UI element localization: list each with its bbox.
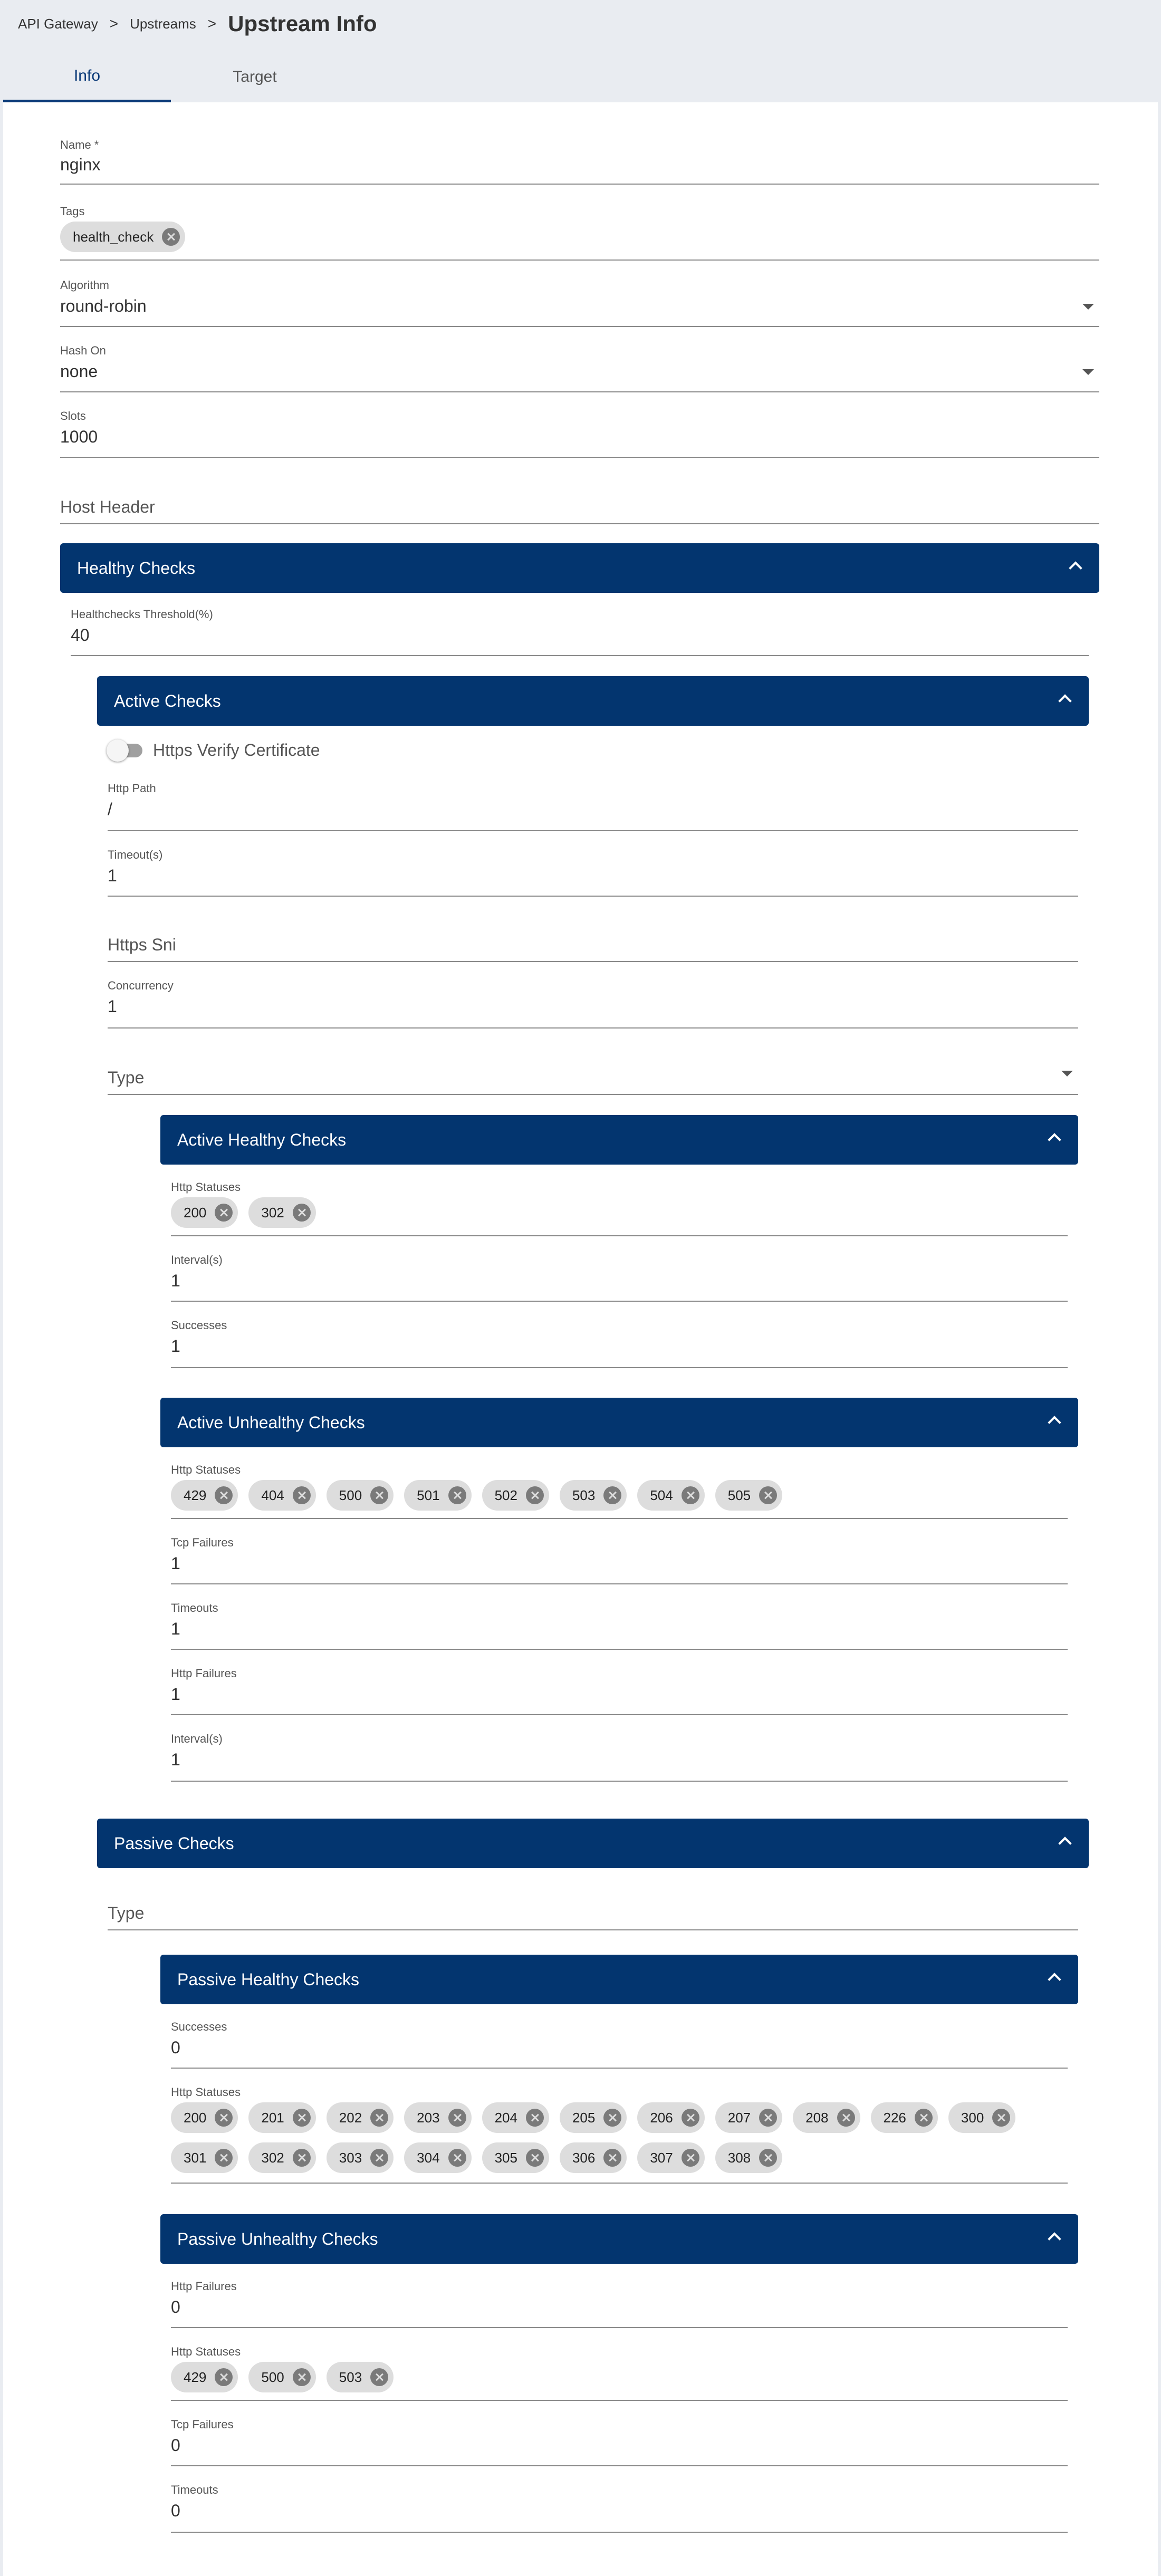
passive-healthy-checks-title: Passive Healthy Checks (177, 1969, 360, 1989)
algorithm-label: Algorithm (60, 278, 109, 292)
healthchecks-threshold-field[interactable] (71, 603, 1089, 656)
host-header-field[interactable] (60, 472, 1099, 524)
remove-chip-icon[interactable] (526, 2109, 544, 2127)
active-healthy-interval-field[interactable] (171, 1249, 1068, 1302)
active-type-placeholder: Type (108, 1068, 145, 1087)
chip-label: 503 (572, 1487, 596, 1503)
tab-target[interactable]: Target (233, 68, 277, 85)
slots-value: 1000 (60, 427, 98, 446)
interval-label: Interval(s) (171, 1253, 223, 1266)
remove-chip-icon[interactable] (682, 2149, 699, 2167)
http-statuses-label: Http Statuses (171, 2085, 241, 2099)
breadcrumb-separator: > (109, 15, 119, 32)
chip[interactable] (327, 1480, 394, 1511)
chip-label: 300 (961, 2109, 984, 2126)
chip-label: 226 (883, 2109, 906, 2126)
http-failures-value: 0 (171, 2298, 180, 2317)
chip-label: 301 (184, 2149, 207, 2166)
hash-on-select[interactable] (60, 340, 1099, 392)
healthy-checks-title: Healthy Checks (77, 558, 196, 578)
algorithm-select[interactable] (60, 274, 1099, 327)
active-checks-accordion[interactable] (97, 676, 1089, 726)
active-type-select[interactable] (108, 1042, 1078, 1095)
healthy-checks-accordion[interactable] (60, 543, 1099, 593)
interval-label: Interval(s) (171, 1732, 223, 1745)
breadcrumb-separator: > (207, 15, 217, 32)
successes-value: 0 (171, 2038, 180, 2057)
chip-label: 302 (261, 1204, 284, 1220)
chip[interactable] (248, 2362, 315, 2392)
chip-label: 500 (339, 1487, 362, 1503)
timeouts-label: Timeouts (171, 2483, 218, 2496)
chip[interactable] (715, 2142, 782, 2173)
remove-chip-icon[interactable] (370, 2109, 388, 2127)
remove-chip-icon[interactable] (293, 2149, 311, 2167)
https-verify-certificate-label: Https Verify Certificate (153, 741, 320, 760)
tcp-failures-field[interactable] (171, 1532, 1068, 1584)
tags-field[interactable] (60, 200, 1099, 261)
remove-chip-icon[interactable] (603, 2149, 621, 2167)
chip-label: 429 (184, 1487, 207, 1503)
chevron-up-icon (1058, 1837, 1071, 1850)
remove-chip-icon[interactable] (682, 1486, 699, 1504)
active-checks-title: Active Checks (114, 691, 221, 710)
tags-label: Tags (60, 205, 85, 218)
breadcrumb-api-gateway[interactable]: API Gateway (18, 15, 98, 32)
chip-label: 500 (261, 2369, 284, 2385)
chip-label: 208 (805, 2109, 829, 2126)
http-failures-label: Http Failures (171, 1667, 237, 1680)
remove-chip-icon[interactable] (215, 2109, 233, 2127)
name-label: Name * (60, 138, 99, 151)
chip[interactable] (482, 2102, 549, 2133)
chip[interactable] (560, 1480, 627, 1511)
chip[interactable] (248, 1197, 315, 1228)
http-statuses-label: Http Statuses (171, 2345, 241, 2358)
remove-chip-icon[interactable] (448, 2149, 466, 2167)
chip-label: 302 (261, 2149, 284, 2166)
passive-http-failures-field[interactable] (171, 2275, 1068, 2328)
http-statuses-chip-list (171, 1480, 782, 1511)
chip[interactable] (637, 2142, 704, 2173)
remove-chip-icon[interactable] (215, 1204, 233, 1222)
remove-chip-icon[interactable] (215, 2149, 233, 2167)
hash-on-label: Hash On (60, 344, 106, 357)
active-healthy-checks-title: Active Healthy Checks (177, 1130, 347, 1149)
chip[interactable] (637, 1480, 704, 1511)
top-bar (0, 0, 1161, 102)
interval-value: 1 (171, 1750, 180, 1769)
chip-label: 207 (727, 2109, 751, 2126)
threshold-label: Healthchecks Threshold(%) (71, 608, 213, 621)
tcp-failures-value: 0 (171, 2436, 180, 2455)
remove-chip-icon[interactable] (448, 2109, 466, 2127)
timeouts-label: Timeouts (171, 1601, 218, 1614)
page-title: Upstream Info (228, 11, 377, 36)
tab-info[interactable]: Info (3, 52, 171, 102)
active-unhealthy-checks-accordion[interactable] (160, 1398, 1078, 1447)
passive-healthy-http-statuses-field[interactable] (171, 2081, 1068, 2184)
dropdown-arrow-icon (1082, 369, 1094, 375)
chip[interactable] (171, 2102, 238, 2133)
successes-label: Successes (171, 2020, 227, 2033)
concurrency-label: Concurrency (108, 979, 174, 992)
concurrency-value: 1 (108, 997, 117, 1016)
http-statuses-chip-list (171, 2102, 1068, 2173)
chevron-up-icon (1048, 2232, 1061, 2245)
remove-chip-icon[interactable] (162, 228, 180, 246)
chip[interactable] (404, 2142, 471, 2173)
remove-chip-icon[interactable] (293, 1204, 311, 1222)
passive-timeouts-field[interactable] (171, 2479, 1068, 2533)
toggle-knob[interactable] (107, 739, 129, 762)
remove-chip-icon[interactable] (759, 2109, 777, 2127)
remove-chip-icon[interactable] (837, 2109, 855, 2127)
chip-label: 204 (494, 2109, 517, 2126)
http-statuses-label: Http Statuses (171, 1463, 241, 1476)
chip-label: 304 (417, 2149, 440, 2166)
passive-checks-accordion[interactable] (97, 1819, 1089, 1868)
chip-label: 203 (417, 2109, 440, 2126)
remove-chip-icon[interactable] (759, 2149, 777, 2167)
passive-healthy-checks-accordion[interactable] (160, 1955, 1078, 2004)
chip[interactable] (871, 2102, 938, 2133)
chip[interactable] (948, 2102, 1015, 2133)
successes-label: Successes (171, 1319, 227, 1332)
timeouts-value: 1 (171, 1619, 180, 1638)
remove-chip-icon[interactable] (603, 1486, 621, 1504)
chip-label: 429 (184, 2369, 207, 2385)
chevron-up-icon (1048, 1973, 1061, 1986)
chip-label: 303 (339, 2149, 362, 2166)
tags-chip-list (60, 222, 185, 252)
remove-chip-icon[interactable] (526, 2149, 544, 2167)
chip-label: 504 (650, 1487, 673, 1503)
active-unhealthy-interval-field[interactable] (171, 1728, 1068, 1782)
chevron-up-icon (1058, 694, 1071, 707)
chip-label: 305 (494, 2149, 517, 2166)
chip[interactable] (171, 2142, 238, 2173)
chip-label: 205 (572, 2109, 596, 2126)
hash-on-value: none (60, 362, 98, 381)
remove-chip-icon[interactable] (293, 2368, 311, 2386)
breadcrumb-upstreams[interactable]: Upstreams (130, 15, 196, 32)
chip[interactable] (560, 2142, 627, 2173)
chip[interactable] (793, 2102, 860, 2133)
algorithm-value: round-robin (60, 296, 147, 315)
chip[interactable] (171, 1480, 238, 1511)
tcp-failures-value: 1 (171, 1554, 180, 1573)
chip-label: 202 (339, 2109, 362, 2126)
chip[interactable] (482, 1480, 549, 1511)
https-sni-placeholder: Https Sni (108, 935, 176, 954)
remove-chip-icon[interactable] (293, 1486, 311, 1504)
passive-tcp-failures-field[interactable] (171, 2414, 1068, 2466)
active-healthy-checks-accordion[interactable] (160, 1115, 1078, 1165)
http-path-value: / (108, 800, 112, 819)
passive-checks-title: Passive Checks (114, 1833, 234, 1853)
chip[interactable] (248, 1480, 315, 1511)
active-healthy-http-statuses-field[interactable] (171, 1176, 1068, 1236)
timeouts-field[interactable] (171, 1597, 1068, 1650)
remove-chip-icon[interactable] (370, 1486, 388, 1504)
tab-bar (3, 52, 339, 102)
remove-chip-icon[interactable] (448, 1486, 466, 1504)
http-statuses-chip-list (171, 1197, 316, 1228)
http-failures-value: 1 (171, 1685, 180, 1704)
chip-label: 505 (727, 1487, 751, 1503)
remove-chip-icon[interactable] (370, 2368, 388, 2386)
https-verify-certificate-toggle[interactable] (109, 741, 320, 760)
chip[interactable] (327, 2142, 394, 2173)
http-failures-label: Http Failures (171, 2280, 237, 2293)
remove-chip-icon[interactable] (915, 2109, 933, 2127)
chip-label: health_check (73, 228, 154, 245)
http-failures-field[interactable] (171, 1662, 1068, 1715)
http-statuses-chip-list (171, 2362, 394, 2392)
remove-chip-icon[interactable] (215, 1486, 233, 1504)
chip[interactable] (248, 2102, 315, 2133)
chip-label: 201 (261, 2109, 284, 2126)
chip[interactable] (327, 2362, 394, 2392)
chip-label: 501 (417, 1487, 440, 1503)
chip[interactable] (715, 2102, 782, 2133)
tcp-failures-label: Tcp Failures (171, 1536, 234, 1549)
chip-label: 503 (339, 2369, 362, 2385)
dropdown-arrow-icon (1061, 1071, 1073, 1076)
breadcrumb (18, 8, 377, 40)
passive-successes-field[interactable] (171, 2016, 1068, 2069)
concurrency-field[interactable] (108, 975, 1078, 1029)
passive-unhealthy-checks-accordion[interactable] (160, 2214, 1078, 2264)
chip-label: 502 (494, 1487, 517, 1503)
https-sni-field[interactable] (108, 909, 1078, 962)
chip-label: 307 (650, 2149, 673, 2166)
chip[interactable] (404, 1480, 471, 1511)
chip-label: 206 (650, 2109, 673, 2126)
threshold-value: 40 (71, 626, 90, 645)
chip-label: 308 (727, 2149, 751, 2166)
remove-chip-icon[interactable] (370, 2149, 388, 2167)
tcp-failures-label: Tcp Failures (171, 2418, 234, 2431)
successes-value: 1 (171, 1337, 180, 1356)
slots-field[interactable] (60, 405, 1099, 458)
passive-unhealthy-checks-title: Passive Unhealthy Checks (177, 2229, 378, 2248)
chip[interactable] (637, 2102, 704, 2133)
chip-label: 306 (572, 2149, 596, 2166)
chip[interactable] (171, 2362, 238, 2392)
remove-chip-icon[interactable] (526, 1486, 544, 1504)
passive-unhealthy-http-statuses-field[interactable] (171, 2341, 1068, 2401)
timeouts-value: 0 (171, 2501, 180, 2520)
chip[interactable] (560, 2102, 627, 2133)
host-header-placeholder: Host Header (60, 497, 155, 516)
passive-type-field[interactable] (108, 1878, 1078, 1930)
chip-label: 404 (261, 1487, 284, 1503)
http-path-field[interactable] (108, 777, 1078, 831)
chevron-up-icon (1048, 1133, 1061, 1146)
name-value: nginx (60, 155, 101, 174)
active-unhealthy-http-statuses-field[interactable] (171, 1459, 1068, 1519)
http-path-label: Http Path (108, 782, 156, 795)
chip-label: 200 (184, 1204, 207, 1220)
slots-label: Slots (60, 409, 86, 422)
upstream-form-panel (3, 102, 1158, 2576)
timeout-value: 1 (108, 866, 117, 885)
active-unhealthy-checks-title: Active Unhealthy Checks (177, 1412, 365, 1432)
active-healthy-successes-field[interactable] (171, 1314, 1068, 1368)
chip[interactable] (248, 2142, 315, 2173)
passive-type-placeholder: Type (108, 1904, 145, 1923)
chip[interactable] (327, 2102, 394, 2133)
remove-chip-icon[interactable] (992, 2109, 1010, 2127)
timeout-label: Timeout(s) (108, 848, 163, 861)
http-statuses-label: Http Statuses (171, 1180, 241, 1194)
toggle-track[interactable] (109, 744, 142, 757)
chip[interactable] (482, 2142, 549, 2173)
timeout-field[interactable] (108, 844, 1078, 897)
name-field[interactable] (60, 135, 1099, 185)
remove-chip-icon[interactable] (603, 2109, 621, 2127)
remove-chip-icon[interactable] (293, 2109, 311, 2127)
remove-chip-icon[interactable] (215, 2368, 233, 2386)
remove-chip-icon[interactable] (682, 2109, 699, 2127)
remove-chip-icon[interactable] (759, 1486, 777, 1504)
chip[interactable] (60, 222, 185, 252)
interval-value: 1 (171, 1271, 180, 1290)
chip[interactable] (404, 2102, 471, 2133)
chip[interactable] (715, 1480, 782, 1511)
chevron-up-icon (1069, 561, 1082, 574)
chip[interactable] (171, 1197, 238, 1228)
chevron-up-icon (1048, 1416, 1061, 1429)
chip-label: 200 (184, 2109, 207, 2126)
dropdown-arrow-icon (1082, 304, 1094, 310)
